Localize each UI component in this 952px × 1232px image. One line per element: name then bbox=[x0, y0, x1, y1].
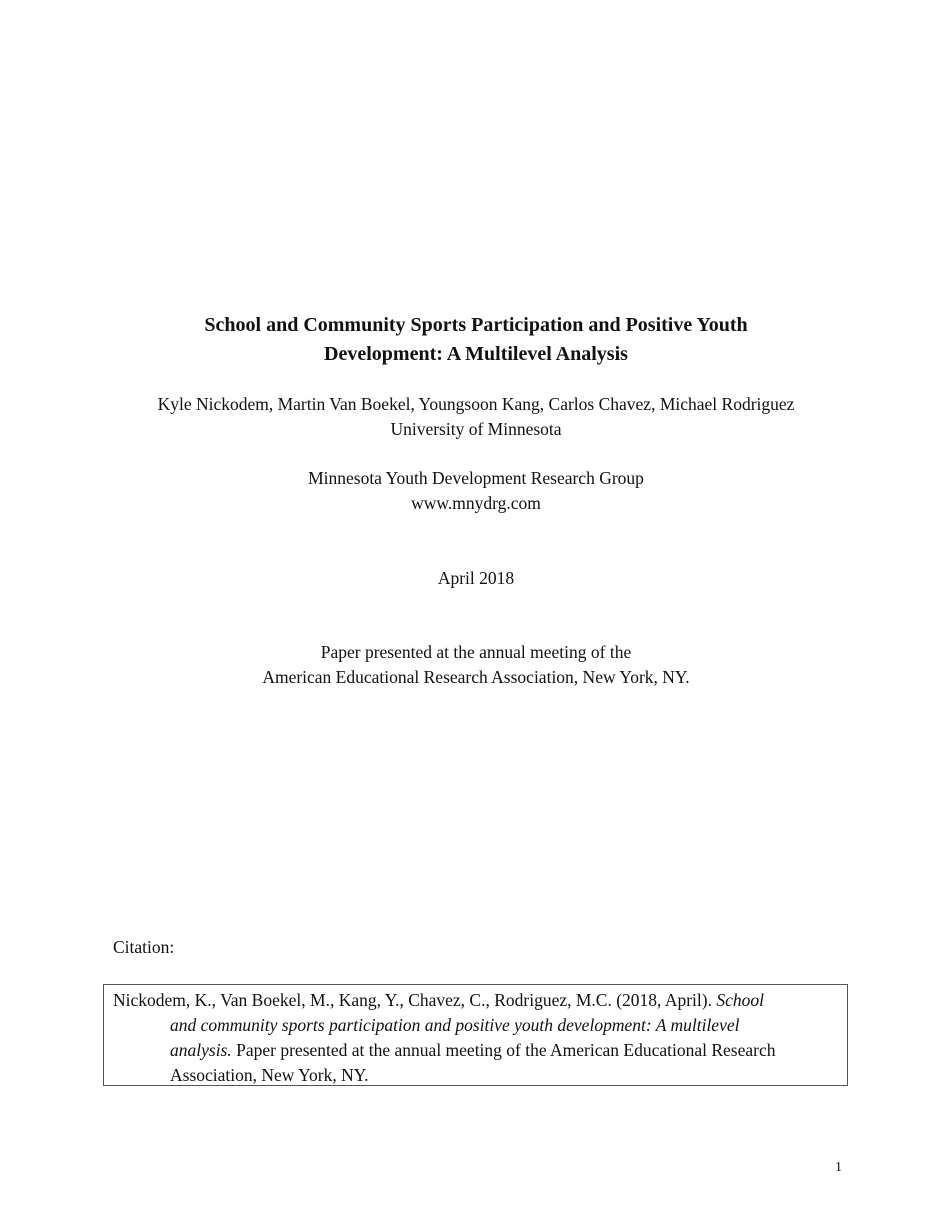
presentation-line-2: American Educational Research Association, New York, NY. bbox=[262, 667, 690, 687]
citation-line-4 bbox=[113, 1063, 835, 1088]
presentation-line-1: Paper presented at the annual meeting of the bbox=[320, 642, 632, 662]
page-number: 1 bbox=[835, 1160, 842, 1175]
title-line-2: Development: A Multilevel Analysis bbox=[324, 343, 628, 365]
citation-line-3 bbox=[113, 1038, 835, 1063]
citation-label: Citation: bbox=[113, 937, 175, 957]
research-group-url: www.mnydrg.com bbox=[411, 493, 541, 513]
date-text: April 2018 bbox=[437, 568, 515, 588]
affiliation: University of Minnesota bbox=[390, 419, 562, 439]
presentation-note bbox=[0, 640, 952, 690]
citation-title-middle: and community sports participation and positive youth development: A multilevel bbox=[170, 1015, 740, 1035]
research-group-name: Minnesota Youth Development Research Group bbox=[308, 468, 644, 488]
citation-line-2 bbox=[113, 1013, 835, 1038]
research-group-block bbox=[0, 466, 952, 516]
title-line-1: School and Community Sports Participation and Positive Youth bbox=[204, 314, 748, 336]
author-list: Kyle Nickodem, Martin Van Boekel, Youngsoon Kang, Carlos Chavez, Michael Rodriguez bbox=[157, 394, 795, 414]
paper-title bbox=[0, 311, 952, 369]
citation-line-1 bbox=[113, 988, 835, 1013]
citation-location: Association, New York, NY. bbox=[170, 1065, 369, 1085]
citation-box bbox=[103, 984, 848, 1086]
citation-title-start: School bbox=[716, 990, 764, 1010]
citation-venue: Paper presented at the annual meeting of the American Educational Research bbox=[231, 1040, 776, 1060]
citation-title-end: analysis. bbox=[170, 1040, 232, 1060]
citation-authors: Nickodem, K., Van Boekel, M., Kang, Y., Chavez, C., Rodriguez, M.C. (2018, April). bbox=[113, 990, 717, 1010]
publication-date bbox=[0, 566, 952, 591]
author-block bbox=[0, 392, 952, 442]
